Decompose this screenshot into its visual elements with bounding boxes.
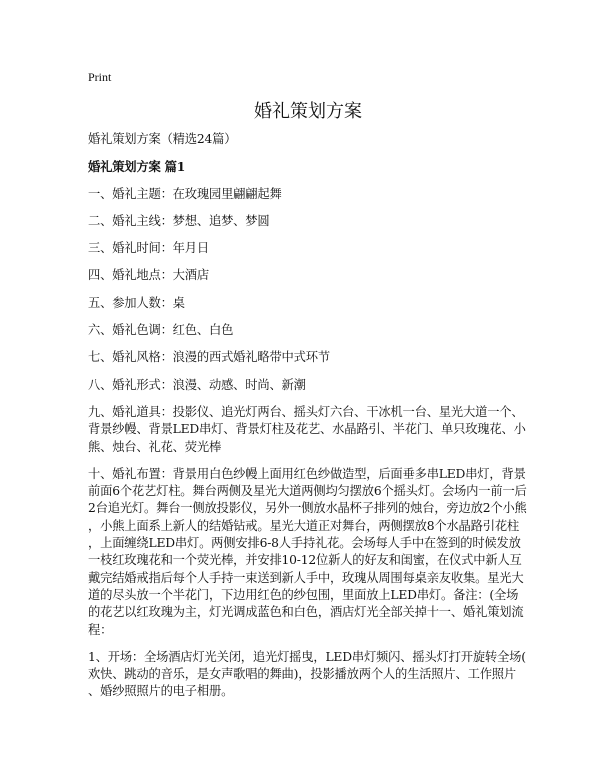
paragraph-line: 背景纱幔、背景LED串灯、背景灯柱及花艺、水晶路引、半花门、单只玫瑰花、小 bbox=[88, 422, 526, 437]
paragraph bbox=[88, 213, 528, 230]
paragraph-line: 十、婚礼布置：背景用白色纱幔上面用红色纱做造型，后面垂多串LED串灯，背景 bbox=[88, 466, 526, 481]
paragraph bbox=[88, 186, 528, 203]
paragraph-line: 六、婚礼色调：红色、白色 bbox=[88, 323, 234, 338]
paragraph-line: 三、婚礼时间：年月日 bbox=[88, 241, 209, 256]
paragraph-line: 欢快、跳动的音乐，是女声歌唱的舞曲)，投影播放两个人的生活照片、工作照片 bbox=[88, 667, 516, 682]
paragraph-line: 前面6个花艺灯柱。舞台两侧及星光大道两侧均匀摆放6个摇头灯。会场内一前一后 bbox=[88, 484, 527, 499]
paragraph-line: 程： bbox=[88, 622, 113, 637]
paragraph-line: 一枝红玫瑰花和一个荧光棒，并安排10-12位新人的好友和闺蜜，在仪式中新人互 bbox=[88, 553, 522, 568]
paragraph-line: 熊、烛台、礼花、荧光棒 bbox=[88, 439, 222, 454]
paragraph-line: 八、婚礼形式：浪漫、动感、时尚、新潮 bbox=[88, 377, 306, 392]
paragraph bbox=[88, 349, 528, 366]
paragraph-line: 七、婚礼风格：浪漫的西式婚礼略带中式环节 bbox=[88, 350, 330, 365]
document-title: 婚礼策划方案 bbox=[254, 101, 362, 122]
paragraph bbox=[88, 649, 528, 701]
paragraph bbox=[88, 404, 528, 456]
paragraph bbox=[88, 240, 528, 257]
section-heading: 婚礼策划方案 篇1 bbox=[88, 159, 186, 175]
paragraph-line: 、婚纱照照片的电子相册。 bbox=[88, 684, 234, 699]
paragraph-line: 一、婚礼主题：在玫瑰园里翩翩起舞 bbox=[88, 186, 282, 201]
paragraph-line: 的花艺以红玫瑰为主，灯光调成蓝色和白色，酒店灯光全部关掉十一、婚礼策划流 bbox=[88, 605, 524, 620]
paragraph bbox=[88, 377, 528, 394]
paragraph bbox=[88, 466, 528, 639]
document-page bbox=[88, 69, 528, 711]
paragraph-line: 五、参加人数：桌 bbox=[88, 295, 185, 310]
paragraph bbox=[88, 322, 528, 339]
paragraph bbox=[88, 267, 528, 284]
print-label: Print bbox=[88, 70, 112, 84]
paragraph-line: 1、开场：全场酒店灯光关闭，追光灯摇曳，LED串灯频闪、摇头灯打开旋转全场( bbox=[88, 649, 526, 664]
paragraph bbox=[88, 295, 528, 312]
paragraph-line: ，小熊上面系上新人的结婚钻戒。星光大道正对舞台，两侧摆放8个水晶路引花柱 bbox=[88, 518, 520, 533]
paragraph-line: 道的尽头放一个半花门，下边用红色的纱包围，里面放上LED串灯。备注：(全场 bbox=[88, 587, 519, 602]
paragraph-line: 二、婚礼主线：梦想、追梦、梦圆 bbox=[88, 213, 270, 228]
paragraph-line: 2台追光灯。舞台一侧放投影仪，另外一侧放水晶杯子排列的烛台，旁边放2个小熊 bbox=[88, 501, 527, 516]
paragraph-list bbox=[88, 186, 528, 701]
paragraph-line: 九、婚礼道具：投影仪、追光灯两台、摇头灯六台、干冰机一台、星光大道一个、 bbox=[88, 404, 524, 419]
document-subtitle: 婚礼策划方案（精选24篇） bbox=[88, 132, 237, 146]
paragraph-line: 戴完结婚戒指后每个人手持一束送到新人手中，玫瑰从周围每桌亲友收集。星光大 bbox=[88, 570, 524, 585]
paragraph-line: 四、婚礼地点：大酒店 bbox=[88, 268, 209, 283]
paragraph-line: ，上面缠绕LED串灯。两侧安排6-8人手持礼花。会场每人手中在签到的时候发放 bbox=[88, 536, 521, 551]
